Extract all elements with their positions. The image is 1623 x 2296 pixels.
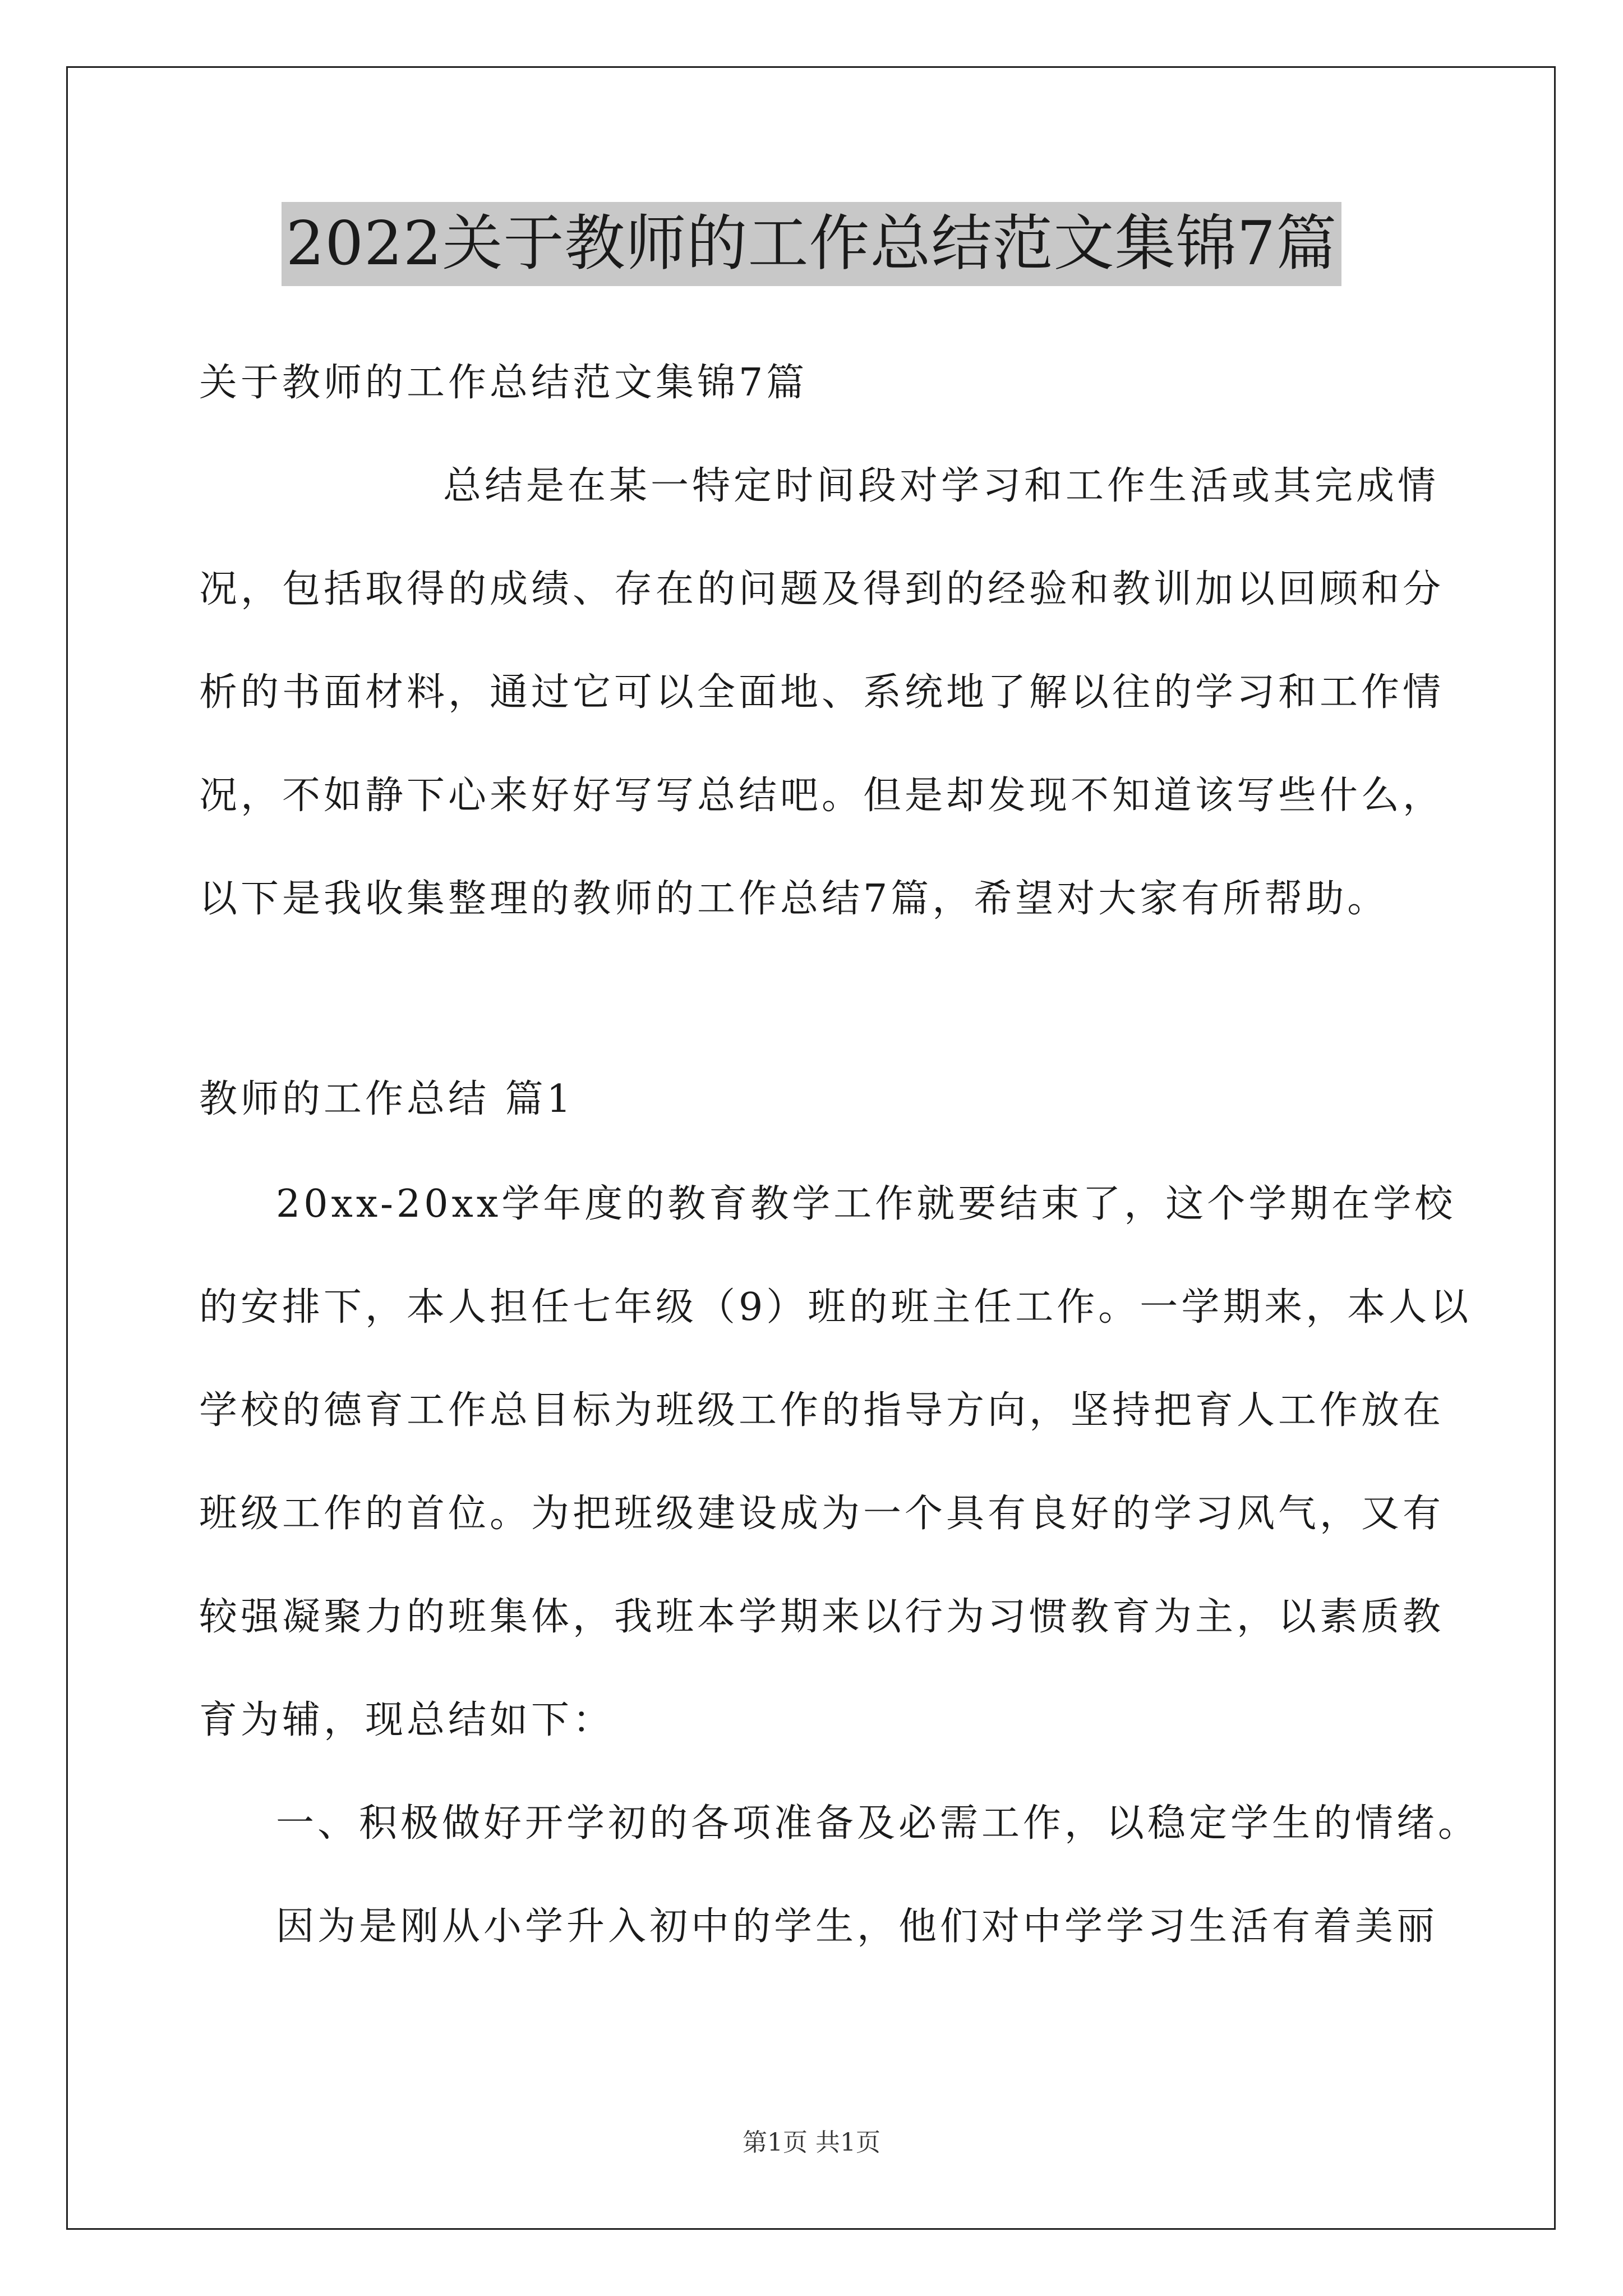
document-title: 2022关于教师的工作总结范文集锦7篇 [282, 202, 1342, 286]
section-line-4: 班级工作的首位。为把班级建设成为一个具有良好的学习风气，又有 [199, 1492, 1445, 1536]
section-line-6: 育为辅，现总结如下： [199, 1698, 615, 1742]
intro-line-2: 况，包括取得的成绩、存在的问题及得到的经验和教训加以回顾和分 [199, 567, 1445, 611]
intro-line-5: 以下是我收集整理的教师的工作总结7篇，希望对大家有所帮助。 [199, 877, 1389, 921]
section-line-3: 学校的德育工作总目标为班级工作的指导方向，坚持把育人工作放在 [199, 1388, 1445, 1433]
section-line-5: 较强凝聚力的班集体，我班本学期来以行为习惯教育为主，以素质教 [199, 1595, 1445, 1639]
intro-line-4: 况，不如静下心来好好写写总结吧。但是却发现不知道该写些什么， [199, 774, 1445, 818]
intro-line-1: 总结是在某一特定时间段对学习和工作生活或其完成情 [443, 464, 1440, 508]
intro-line-3: 析的书面材料，通过它可以全面地、系统地了解以往的学习和工作情 [199, 670, 1445, 715]
section-line-2: 的安排下，本人担任七年级（9）班的班主任工作。一学期来，本人以 [199, 1285, 1472, 1329]
title-container [0, 202, 1623, 286]
page-footer: 第1页 共1页 [743, 2128, 880, 2157]
section-line-1: 20xx-20xx学年度的教育教学工作就要结束了，这个学期在学校 [276, 1182, 1456, 1226]
section-heading: 教师的工作总结 篇1 [199, 1077, 574, 1121]
point-1-heading: 一、积极做好开学初的各项准备及必需工作，以稳定学生的情绪。 [276, 1801, 1480, 1846]
point-1-text: 因为是刚从小学升入初中的学生，他们对中学学习生活有着美丽 [276, 1904, 1438, 1949]
document-subtitle: 关于教师的工作总结范文集锦7篇 [199, 361, 808, 405]
